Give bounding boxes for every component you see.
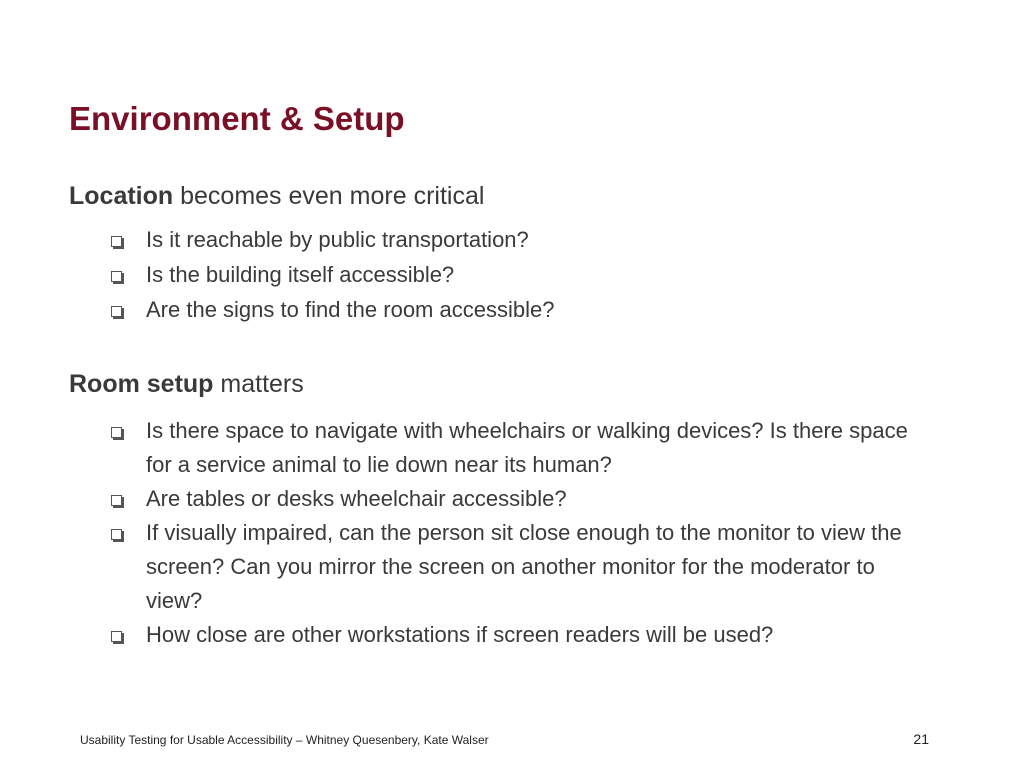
bullet-text: Are the signs to find the room accessible? <box>146 297 555 322</box>
section-heading-bold: Room setup <box>69 370 214 398</box>
bullet-text: If visually impaired, can the person sit close enough to the monitor to view the screen? Can you mirror the screen on another monitor for the moderator to view? <box>146 520 902 613</box>
section-location <box>69 180 949 328</box>
section-heading-bold: Location <box>69 182 174 210</box>
list-item <box>69 223 949 258</box>
slide-title: Environment & Setup <box>69 100 405 137</box>
section-room-setup <box>69 368 949 652</box>
checkbox-outline-icon <box>111 495 122 506</box>
checkbox-outline-icon <box>111 306 122 317</box>
list-item <box>69 482 949 516</box>
checkbox-outline-icon <box>111 236 122 247</box>
checkbox-outline-icon <box>111 631 122 642</box>
bullet-text: Is it reachable by public transportation? <box>146 227 529 252</box>
list-item <box>69 258 949 293</box>
bullet-list <box>69 414 949 652</box>
section-heading-rest: matters <box>213 370 304 398</box>
list-item <box>69 414 949 482</box>
section-heading <box>69 368 949 400</box>
bullet-text: Are tables or desks wheelchair accessible? <box>146 486 567 511</box>
bullet-text: Is there space to navigate with wheelchairs or walking devices? Is there space for a service animal to lie down near its human? <box>146 418 908 477</box>
section-heading <box>69 180 949 212</box>
checkbox-outline-icon <box>111 271 122 282</box>
checkbox-outline-icon <box>111 427 122 438</box>
section-heading-rest: becomes even more critical <box>173 182 485 210</box>
bullet-text: How close are other workstations if screen readers will be used? <box>146 622 774 647</box>
checkbox-outline-icon <box>111 529 122 540</box>
bullet-list <box>69 223 949 328</box>
page-number: 21 <box>913 731 929 747</box>
list-item <box>69 293 949 328</box>
list-item <box>69 516 949 618</box>
bullet-text: Is the building itself accessible? <box>146 262 455 287</box>
list-item <box>69 618 949 652</box>
footer-credit: Usability Testing for Usable Accessibility – Whitney Quesenbery, Kate Walser <box>80 733 489 747</box>
